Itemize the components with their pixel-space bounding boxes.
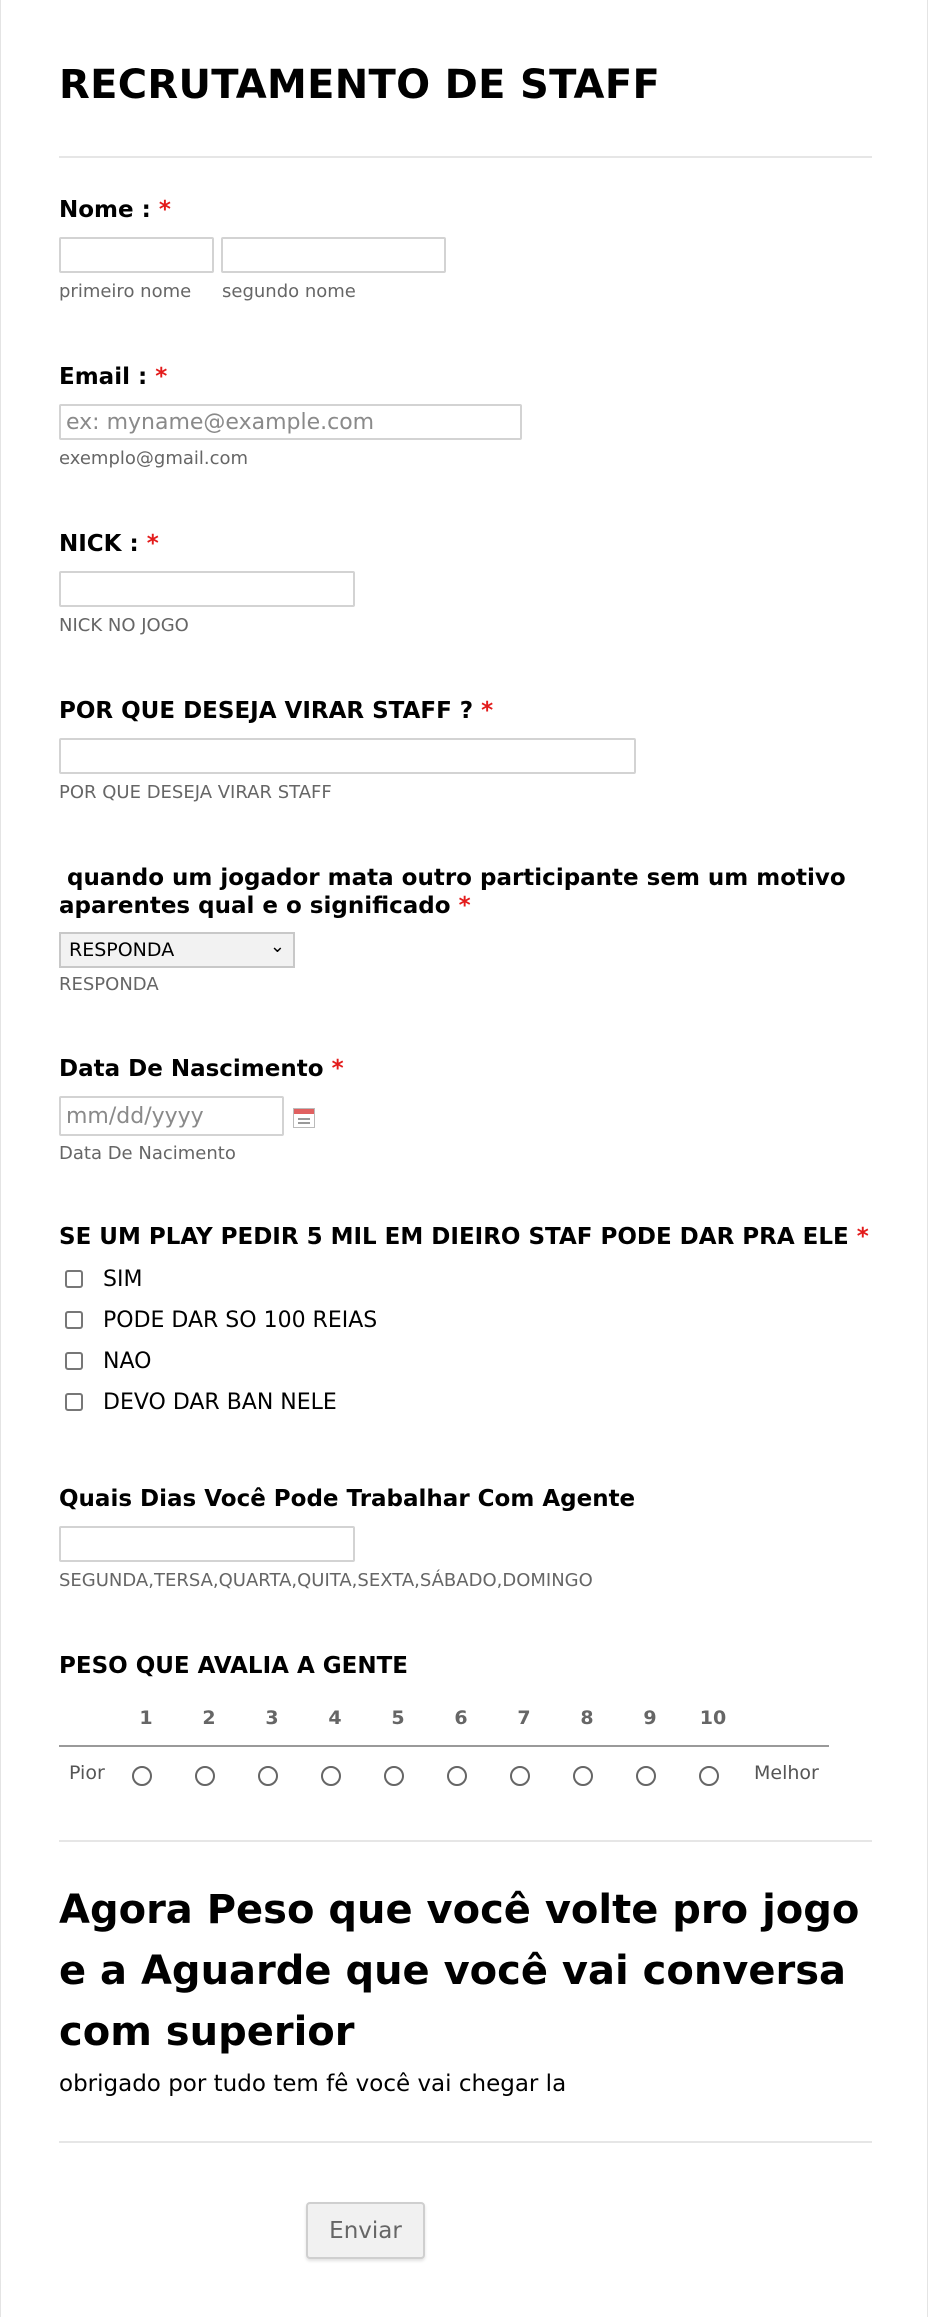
rating-worst-label: Pior	[69, 1762, 105, 1784]
scale-number: 4	[328, 1707, 342, 1729]
question-label-line2-wrap	[59, 892, 889, 920]
checkbox-question-label	[59, 1223, 869, 1251]
checkbox-option-100[interactable]	[65, 1305, 377, 1335]
email-label	[59, 363, 167, 391]
checkbox[interactable]	[65, 1270, 83, 1288]
question-label-line2: aparentes qual e o significado	[59, 893, 451, 919]
required-mark: *	[146, 531, 159, 557]
answer-sublabel: RESPONDA	[59, 974, 159, 995]
checkbox-question-label-text: SE UM PLAY PEDIR 5 MIL EM DIEIRO STAF PODE DAR PRA ELE	[59, 1224, 849, 1250]
checkbox[interactable]	[65, 1311, 83, 1329]
required-mark: *	[331, 1056, 344, 1082]
rating-divider	[59, 1745, 829, 1747]
rating-radio-9[interactable]	[636, 1766, 656, 1786]
last-name-sublabel: segundo nome	[222, 281, 356, 302]
scale-number: 2	[202, 1707, 216, 1729]
checkbox-option-label: NAO	[103, 1348, 152, 1374]
why-staff-label	[59, 697, 493, 725]
rating-radio-5[interactable]	[384, 1766, 404, 1786]
scale-number: 6	[454, 1707, 468, 1729]
checkbox-option-label: DEVO DAR BAN NELE	[103, 1389, 337, 1415]
checkbox-option-sim[interactable]	[65, 1264, 142, 1294]
required-mark: *	[158, 197, 171, 223]
required-mark: *	[458, 893, 471, 919]
email-input[interactable]	[59, 404, 522, 440]
scale-number: 1	[139, 1707, 153, 1729]
last-name-input[interactable]	[221, 237, 446, 273]
nick-sublabel: NICK NO JOGO	[59, 615, 189, 636]
answer-select[interactable]	[59, 932, 295, 968]
title-divider	[59, 156, 872, 158]
checkbox-option-nao[interactable]	[65, 1346, 151, 1376]
checkbox-option-ban[interactable]	[65, 1387, 337, 1417]
scale-number: 5	[391, 1707, 405, 1729]
birth-sublabel: Data De Nacimento	[59, 1143, 236, 1164]
days-input[interactable]	[59, 1526, 355, 1562]
rating-best-label: Melhor	[754, 1762, 819, 1784]
checkbox-option-label: PODE DAR SO 100 REIAS	[103, 1307, 378, 1333]
closing-heading: Agora Peso que você volte pro jogo e a Aguarde que você vai conversa com superior	[59, 1887, 860, 2055]
why-staff-label-text: POR QUE DESEJA VIRAR STAFF ?	[59, 698, 474, 724]
required-mark: *	[856, 1224, 869, 1250]
section-divider	[59, 1840, 872, 1842]
scale-number: 10	[699, 1707, 727, 1729]
submit-button[interactable]: Enviar	[306, 2202, 425, 2259]
question-label	[59, 864, 889, 920]
rating-radio-7[interactable]	[510, 1766, 530, 1786]
answer-select-value: RESPONDA	[69, 939, 175, 961]
checkbox[interactable]	[65, 1352, 83, 1370]
question-label-line1: quando um jogador mata outro participante sem um motivo	[59, 865, 846, 891]
scale-number: 8	[580, 1707, 594, 1729]
why-staff-input[interactable]	[59, 738, 636, 774]
rating-radio-8[interactable]	[573, 1766, 593, 1786]
rating-radio-3[interactable]	[258, 1766, 278, 1786]
scale-number: 7	[517, 1707, 531, 1729]
birth-label-text: Data De Nascimento	[59, 1056, 324, 1082]
rating-label: PESO QUE AVALIA A GENTE	[59, 1653, 408, 1679]
rating-radio-10[interactable]	[699, 1766, 719, 1786]
closing-text: obrigado por tudo tem fê você vai chegar la	[59, 2071, 567, 2097]
form-title: RECRUTAMENTO DE STAFF	[59, 62, 661, 108]
scale-number: 3	[265, 1707, 279, 1729]
first-name-input[interactable]	[59, 237, 214, 273]
first-name-sublabel: primeiro nome	[59, 281, 192, 302]
calendar-icon[interactable]	[293, 1108, 315, 1128]
nick-label-text: NICK :	[59, 531, 139, 557]
nick-input[interactable]	[59, 571, 355, 607]
required-mark: *	[481, 698, 494, 724]
why-staff-sublabel: POR QUE DESEJA VIRAR STAFF	[59, 782, 332, 803]
days-sublabel: SEGUNDA,TERSA,QUARTA,QUITA,SEXTA,SÁBADO,DOMINGO	[59, 1570, 593, 1591]
birth-label	[59, 1055, 344, 1083]
rating-radio-2[interactable]	[195, 1766, 215, 1786]
checkbox[interactable]	[65, 1393, 83, 1411]
checkbox-option-label: SIM	[103, 1266, 143, 1292]
email-sublabel: exemplo@gmail.com	[59, 448, 249, 469]
name-label	[59, 196, 171, 224]
footer-divider	[59, 2141, 872, 2143]
birth-date-input[interactable]	[59, 1096, 284, 1136]
name-label-text: Nome :	[59, 197, 151, 223]
rating-radio-1[interactable]	[132, 1766, 152, 1786]
rating-radio-4[interactable]	[321, 1766, 341, 1786]
days-label: Quais Dias Você Pode Trabalhar Com Agente	[59, 1486, 636, 1512]
email-label-text: Email :	[59, 364, 148, 390]
scale-number: 9	[643, 1707, 657, 1729]
required-mark: *	[155, 364, 168, 390]
nick-label	[59, 530, 159, 558]
chevron-down-icon: ⌄	[269, 936, 285, 957]
rating-radio-6[interactable]	[447, 1766, 467, 1786]
